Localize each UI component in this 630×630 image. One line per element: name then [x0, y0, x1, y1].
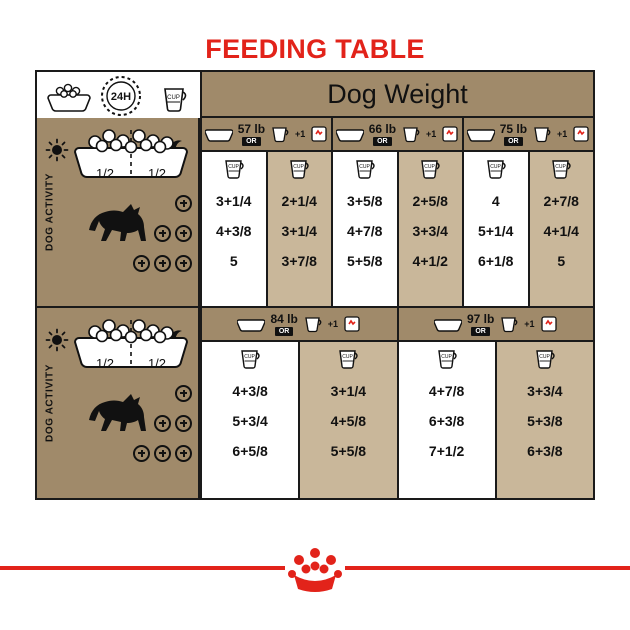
feed-value: 7+1/2 — [428, 443, 465, 459]
value-column-97lb-cup — [399, 342, 497, 498]
cup-header — [300, 342, 396, 376]
plus-icon — [154, 445, 171, 462]
sun-icon — [45, 328, 69, 352]
svg-text:CUP: CUP — [489, 164, 501, 170]
plus-icon — [133, 255, 150, 272]
plus-one-label: +1 — [524, 319, 535, 329]
feed-value: 5+1/4 — [478, 223, 514, 239]
feed-value: 6+3/8 — [527, 443, 563, 459]
cup-header — [497, 342, 593, 376]
activity-level-medium-top — [128, 218, 192, 248]
value-column-57lb-cup — [202, 152, 268, 306]
weight-cell-75lb — [464, 118, 593, 150]
plus-one-label: +1 — [295, 129, 306, 139]
value-list — [497, 376, 593, 466]
value-list — [300, 376, 396, 466]
or-badge: OR — [242, 137, 261, 146]
pouch-icon — [540, 315, 558, 333]
measuring-cup-icon — [485, 157, 507, 181]
weight-value-97lb: 97 lb — [466, 311, 495, 326]
cup-header — [268, 152, 332, 186]
svg-text:CUP: CUP — [440, 354, 452, 360]
plus-icon — [175, 255, 192, 272]
plus-one-label: +1 — [327, 319, 339, 329]
svg-text:CUP: CUP — [293, 164, 305, 170]
bowl-icon — [467, 126, 495, 142]
feed-value: 6+3/8 — [428, 413, 465, 429]
weight-value-75lb: 75 lb — [499, 121, 528, 136]
feed-value: 6+1/8 — [478, 253, 514, 269]
feed-value: 5+5/8 — [330, 443, 367, 459]
plus-icon — [154, 225, 171, 242]
bowl-half-right-bottom: 1/2 — [147, 356, 167, 371]
table-corner-cell — [37, 72, 200, 118]
feed-value: 4+7/8 — [347, 223, 383, 239]
or-badge: OR — [504, 137, 523, 146]
activity-level-high-bottom — [128, 438, 192, 468]
svg-text:CUP: CUP — [555, 164, 567, 170]
plus-icon — [175, 415, 192, 432]
bowl-icon — [336, 126, 364, 142]
cup-header — [399, 342, 495, 376]
measuring-cup-icon — [239, 347, 261, 371]
measuring-cup-icon — [436, 347, 458, 371]
value-column-66lb-cup — [333, 152, 399, 306]
cup-header — [530, 152, 594, 186]
dog-weight-header — [200, 72, 593, 118]
cup-header — [333, 152, 397, 186]
weight-header-row-top — [202, 118, 593, 152]
measuring-cup-icon — [337, 347, 359, 371]
plus-icon — [154, 255, 171, 272]
24h-clock-icon — [99, 74, 143, 118]
feed-value: 4+1/2 — [412, 253, 448, 269]
activity-level-low-bottom — [128, 378, 192, 408]
bowl-half-right-top: 1/2 — [147, 166, 167, 181]
activity-label-bottom: DOG ACTIVITY — [44, 364, 56, 442]
page-title: FEEDING TABLE — [205, 34, 425, 64]
feed-value: 4+3/8 — [232, 383, 268, 399]
cup-header — [464, 152, 528, 186]
feed-value: 5 — [557, 253, 566, 269]
feed-value: 3+1/4 — [281, 223, 317, 239]
kibble-bowl-icon — [47, 82, 91, 112]
feed-value: 6+5/8 — [232, 443, 268, 459]
value-column-75lb-cup — [464, 152, 530, 306]
or-badge: OR — [373, 137, 392, 146]
activity-block-bottom — [37, 308, 200, 498]
value-column-84lb-cup — [202, 342, 300, 498]
value-list — [202, 186, 266, 276]
feed-value: 4+5/8 — [330, 413, 367, 429]
plus-icon — [175, 385, 192, 402]
value-columns-top — [202, 152, 593, 306]
measuring-cup-icon — [223, 157, 245, 181]
weight-cell-66lb — [333, 118, 464, 150]
pouch-icon — [310, 125, 328, 143]
plus-icon — [175, 445, 192, 462]
value-list — [399, 376, 495, 466]
cup-header — [202, 152, 266, 186]
feed-value: 3+3/4 — [527, 383, 563, 399]
svg-text:CUP: CUP — [167, 95, 180, 101]
plus-icon — [175, 195, 192, 212]
value-list — [333, 186, 397, 276]
feed-value: 2+1/4 — [281, 193, 317, 209]
activity-level-medium-bottom — [128, 408, 192, 438]
value-column-97lb-cup-plus-pouch — [497, 342, 593, 498]
value-list — [202, 376, 298, 466]
feed-value: 5+3/4 — [232, 413, 268, 429]
feed-value: 5+5/8 — [347, 253, 383, 269]
value-column-66lb-cup-plus-pouch — [399, 152, 465, 306]
value-column-84lb-cup-plus-pouch — [300, 342, 398, 498]
feeding-section-top — [202, 118, 593, 308]
svg-text:CUP: CUP — [227, 164, 239, 170]
feed-value: 4+7/8 — [428, 383, 465, 399]
feeding-data-grid — [200, 118, 593, 498]
feed-value: 3+3/4 — [412, 223, 448, 239]
measuring-cup-icon — [534, 347, 556, 371]
bowl-icon — [237, 316, 265, 332]
pouch-icon — [441, 125, 459, 143]
value-list — [399, 186, 463, 276]
pouch-icon — [572, 125, 590, 143]
weight-value-84lb: 84 lb — [270, 311, 298, 326]
value-column-75lb-cup-plus-pouch — [530, 152, 594, 306]
activity-label-top: DOG ACTIVITY — [44, 173, 56, 251]
feed-value: 4 — [491, 193, 500, 209]
value-column-57lb-cup-plus-pouch — [268, 152, 334, 306]
measuring-cup-icon — [270, 125, 290, 143]
measuring-cup-icon — [550, 157, 572, 181]
bowl-half-left-top: 1/2 — [95, 166, 115, 181]
feed-value: 4+1/4 — [543, 223, 579, 239]
svg-text:CUP: CUP — [244, 354, 255, 360]
bowl-halves-top — [79, 166, 183, 181]
bowl-icon — [434, 316, 462, 332]
cup-header — [399, 152, 463, 186]
feed-value: 3+5/8 — [347, 193, 383, 209]
sun-icon — [45, 138, 69, 162]
weight-cell-84lb — [202, 308, 399, 340]
pouch-icon — [343, 315, 361, 333]
activity-level-low-top — [128, 188, 192, 218]
value-list — [530, 186, 594, 276]
svg-text:CUP: CUP — [539, 354, 550, 360]
feeding-section-bottom — [202, 308, 593, 498]
measuring-cup-icon — [303, 315, 323, 333]
measuring-cup-icon — [499, 315, 519, 333]
feeding-table — [35, 70, 595, 500]
weight-cell-57lb — [202, 118, 333, 150]
activity-block-top — [37, 118, 200, 308]
measuring-cup-icon — [288, 157, 310, 181]
weight-cell-97lb — [399, 308, 594, 340]
svg-text:CUP: CUP — [358, 164, 370, 170]
cup-header — [202, 342, 298, 376]
activity-panel — [37, 118, 200, 498]
bowl-half-left-bottom: 1/2 — [95, 356, 115, 371]
measuring-cup-icon — [161, 84, 187, 112]
svg-text:CUP: CUP — [424, 164, 436, 170]
plus-one-label: +1 — [426, 129, 437, 139]
dog-weight-header-label: Dog Weight — [327, 78, 468, 109]
feed-value: 2+5/8 — [412, 193, 448, 209]
svg-text:CUP: CUP — [342, 354, 354, 360]
measuring-cup-icon — [354, 157, 376, 181]
feed-value: 5 — [229, 253, 238, 269]
plus-icon — [133, 445, 150, 462]
measuring-cup-icon — [532, 125, 552, 143]
feed-value: 3+1/4 — [330, 383, 367, 399]
or-badge: OR — [471, 327, 490, 336]
or-badge: OR — [275, 327, 294, 336]
value-list — [268, 186, 332, 276]
measuring-cup-icon — [419, 157, 441, 181]
plus-icon — [154, 415, 171, 432]
feed-value: 3+7/8 — [281, 253, 317, 269]
plus-one-label: +1 — [557, 129, 568, 139]
feed-value: 4+3/8 — [216, 223, 252, 239]
plus-icon — [175, 225, 192, 242]
activity-levels-bottom — [128, 378, 192, 468]
weight-value-66lb: 66 lb — [368, 121, 397, 136]
bowl-halves-bottom — [79, 356, 183, 371]
brand-logo — [285, 544, 345, 596]
activity-levels-top — [128, 188, 192, 278]
weight-header-row-bottom — [202, 308, 593, 342]
svg-text:24H: 24H — [110, 91, 132, 103]
feed-value: 5+3/8 — [527, 413, 563, 429]
measuring-cup-icon — [401, 125, 421, 143]
bowl-icon — [205, 126, 233, 142]
value-columns-bottom — [202, 342, 593, 498]
royal-canin-crown-icon — [288, 547, 342, 593]
weight-value-57lb: 57 lb — [237, 121, 266, 136]
feed-value: 3+1/4 — [216, 193, 252, 209]
feed-value: 2+7/8 — [543, 193, 579, 209]
activity-level-high-top — [128, 248, 192, 278]
value-list — [464, 186, 528, 276]
